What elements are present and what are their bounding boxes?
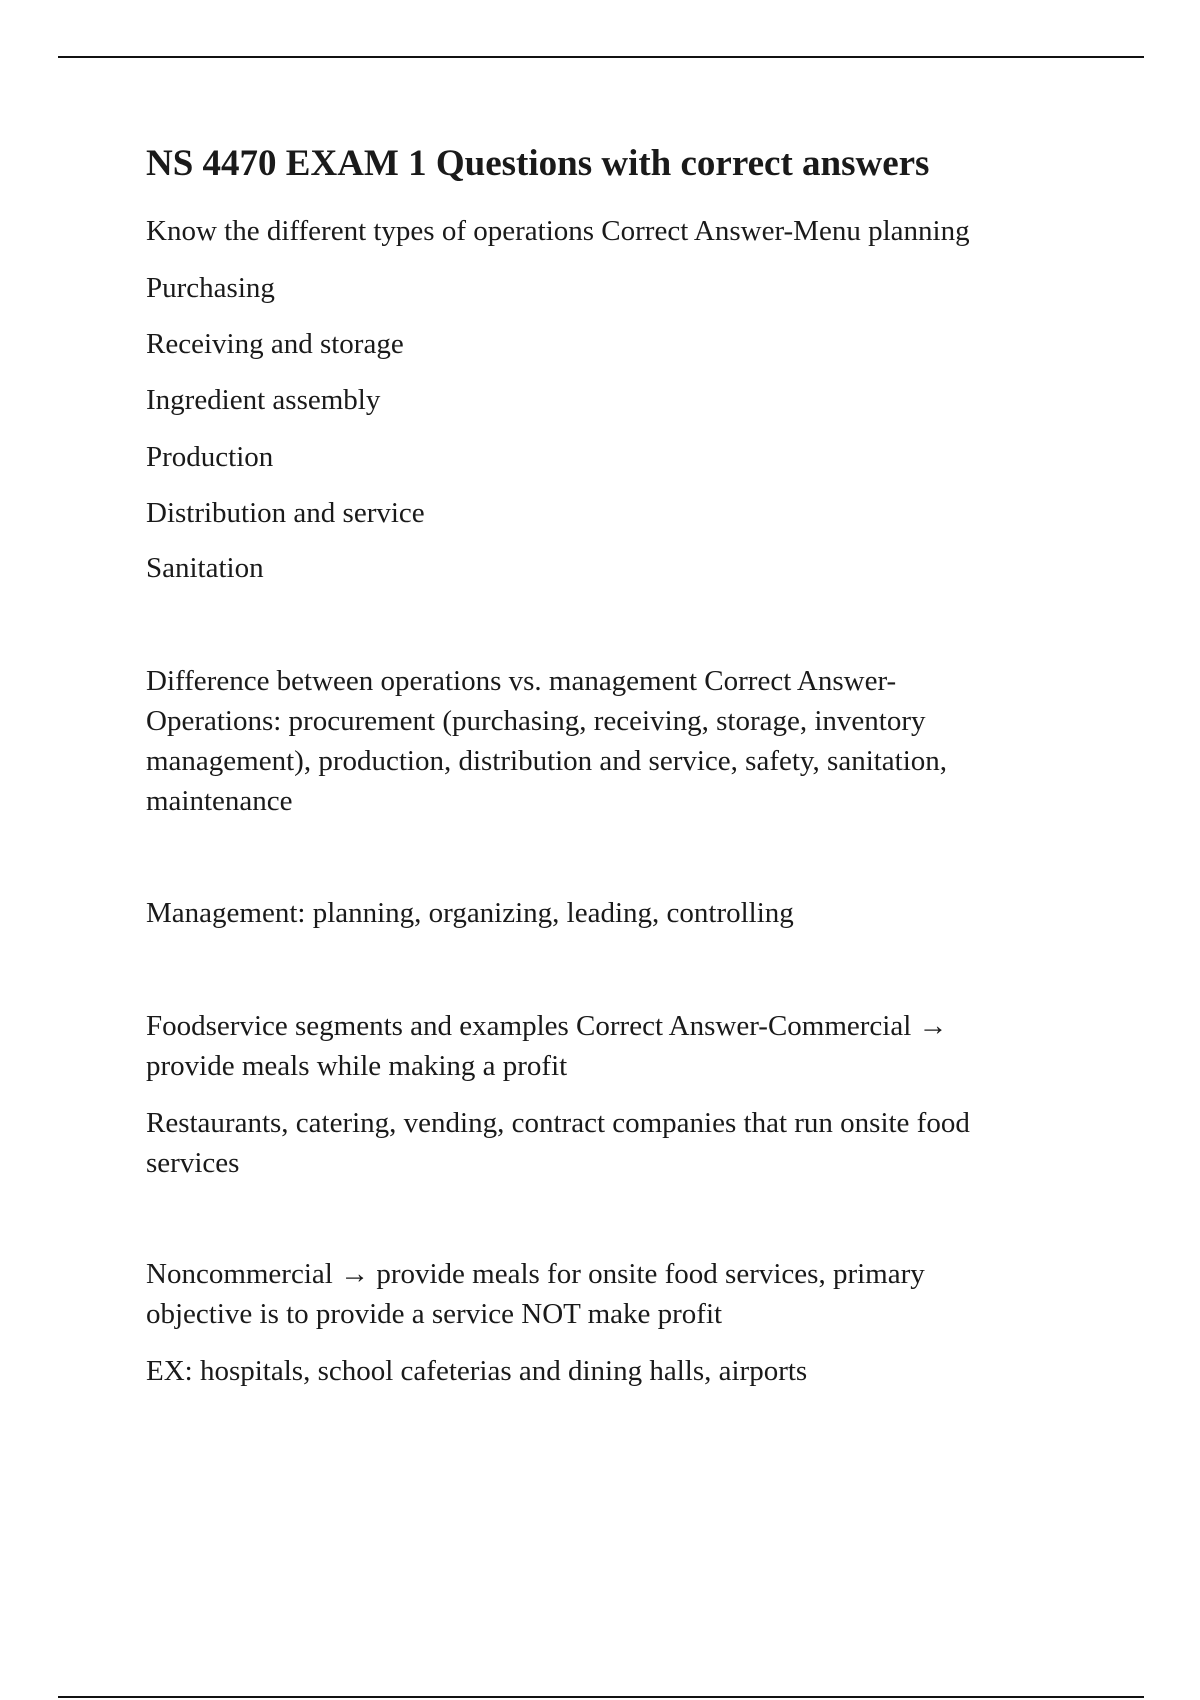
q2-line-2: Operations: procurement (purchasing, receiving, storage, inventory	[146, 705, 926, 737]
q1-item-distribution: Distribution and service	[146, 497, 425, 529]
q1-item-production: Production	[146, 441, 274, 473]
q2-line-3: management), production, distribution and service, safety, sanitation,	[146, 745, 948, 777]
q1-question: Know the different types of operations Correct Answer-Menu planning	[146, 215, 970, 247]
header-rule	[58, 56, 1144, 58]
footer-rule	[58, 1696, 1144, 1698]
document-title: NS 4470 EXAM 1 Questions with correct answers	[146, 143, 930, 184]
q1-item-sanitation: Sanitation	[146, 552, 264, 584]
q1-item-receiving: Receiving and storage	[146, 328, 404, 360]
q3-line-2: provide meals while making a profit	[146, 1050, 568, 1082]
q3-noncommercial-1: Noncommercial → provide meals for onsite food services, primary	[146, 1258, 925, 1290]
q2-line-4: maintenance	[146, 785, 293, 817]
q3-line-1: Foodservice segments and examples Correct Answer-Commercial →	[146, 1010, 948, 1042]
q3-commercial-examples-2: services	[146, 1147, 240, 1179]
q3-noncommercial-2: objective is to provide a service NOT make profit	[146, 1298, 723, 1330]
q3-commercial-examples-1: Restaurants, catering, vending, contract companies that run onsite food	[146, 1107, 970, 1139]
q2-line-1: Difference between operations vs. management Correct Answer-	[146, 665, 897, 697]
q1-item-ingredient-assembly: Ingredient assembly	[146, 384, 381, 416]
q2-management: Management: planning, organizing, leading, controlling	[146, 897, 794, 929]
q1-item-purchasing: Purchasing	[146, 272, 275, 304]
q3-noncommercial-examples: EX: hospitals, school cafeterias and dining halls, airports	[146, 1355, 808, 1387]
